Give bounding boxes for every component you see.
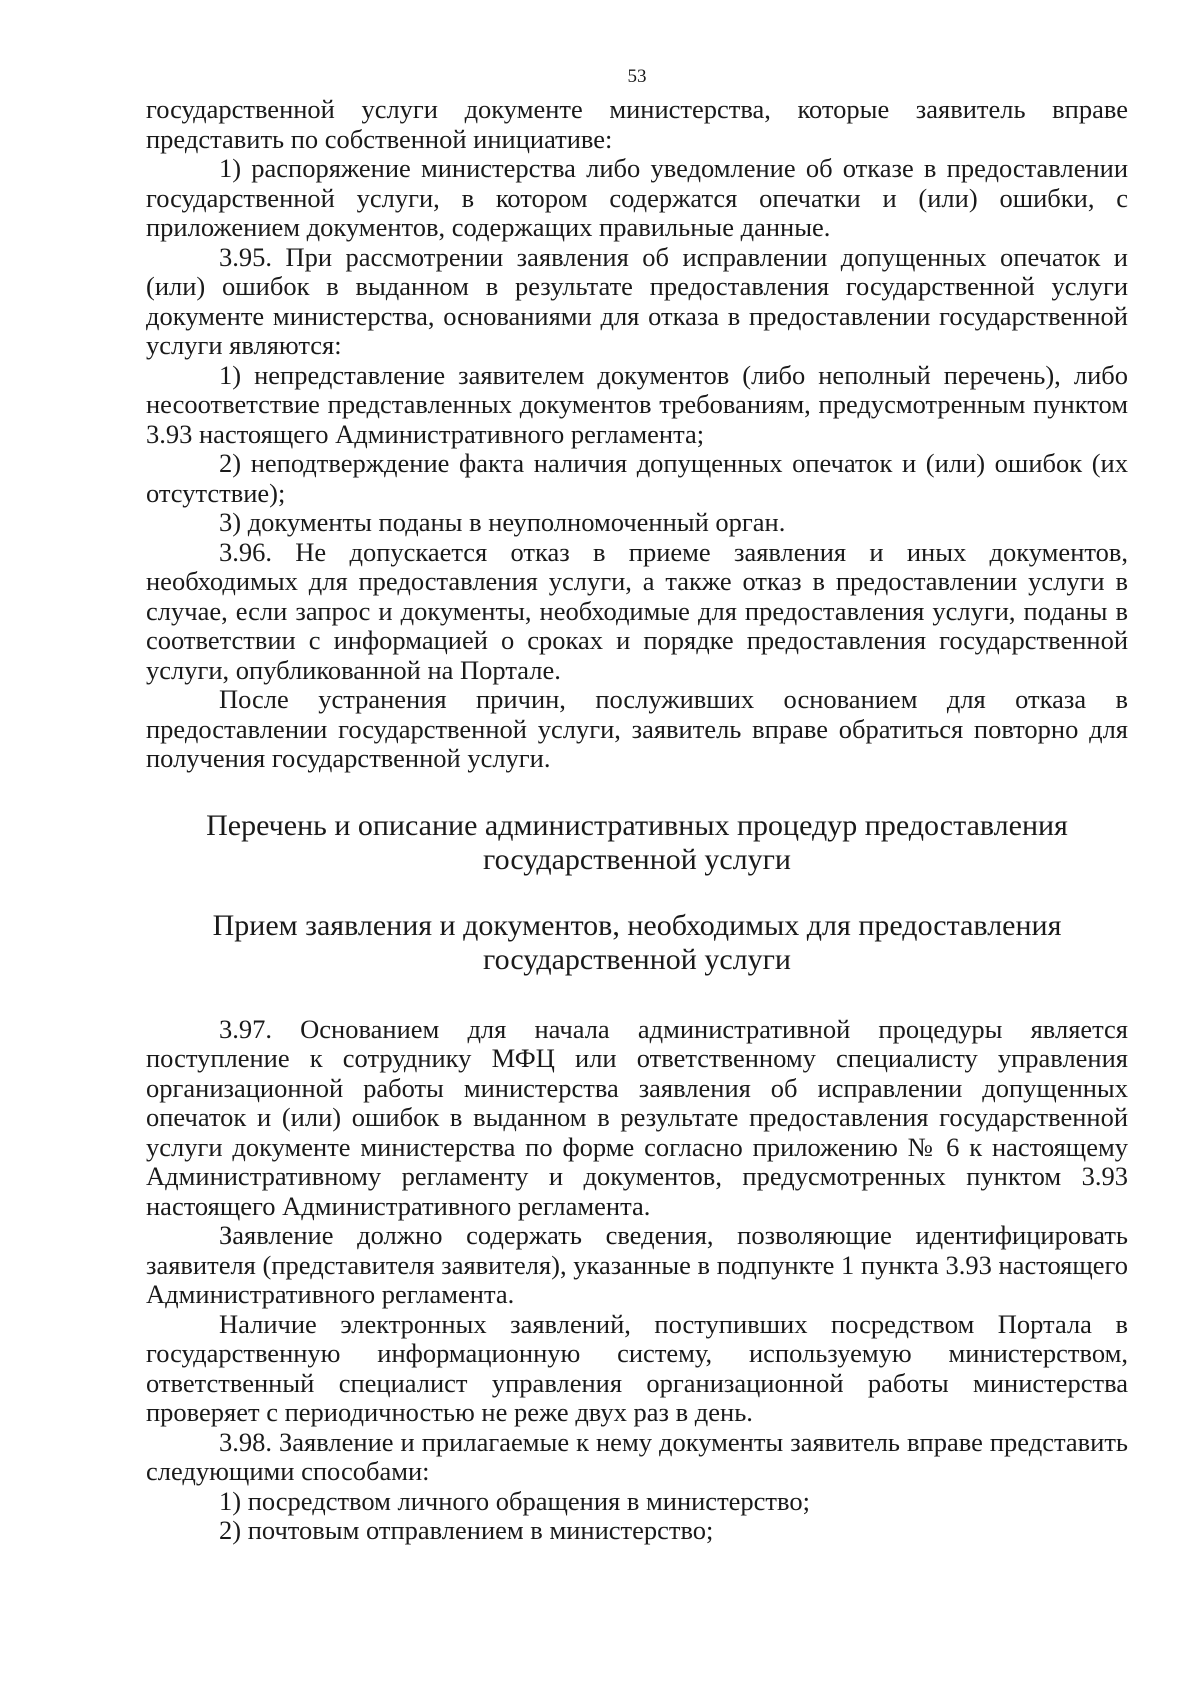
paragraph-3-96: 3.96. Не допускается отказ в приеме заявления и иных документов, необходимых для предоставления услуги, а также отказ в предоставлении услуги в случае, если запрос и документы, необходимые для предоставления услуги, поданы в соответствии с информацией о сроках и порядке предоставления государственной услуги, опубликованной на Портале. [146,536,1128,685]
paragraph-3-98: 3.98. Заявление и прилагаемые к нему документы заявитель вправе представить следующими способами: [146,1426,1128,1486]
paragraph-method-1: 1) посредством личного обращения в министерство; [219,1485,810,1516]
paragraph-electronic-applications: Наличие электронных заявлений, поступивших посредством Портала в государственную информационную систему, используемую министерством, ответственный специалист управления организационной работы министерства проверяет с периодичностью не реже двух раз в день. [146,1308,1128,1427]
page-number: 53 [627,66,647,87]
section-heading-reception-line1: Прием заявления и документов, необходимых для предоставления [212,908,1062,942]
section-heading-procedures [146,809,1128,877]
section-heading-procedures-line2: государственной услуги [483,842,791,876]
paragraph-application-content: Заявление должно содержать сведения, позволяющие идентифицировать заявителя (представителя заявителя), указанные в подпункте 1 пункта 3.93 настоящего Административного регламента. [146,1220,1128,1309]
section-heading-reception-line2: государственной услуги [483,942,791,976]
paragraph-reason-2: 2) неподтверждение факта наличия допущенных опечаток и (или) ошибок (их отсутствие); [146,448,1128,508]
paragraph-reason-1: 1) непредставление заявителем документов (либо неполный перечень), либо несоответствие представленных документов требованиям, предусмотренным пунктом 3.93 настоящего Административного регламента; [146,359,1128,449]
paragraph-3-97: 3.97. Основанием для начала административной процедуры является поступление к сотруднику МФЦ или ответственному специалисту управления организационной работы министерства заявления об исправлении допущенных опечаток и (или) ошибок в выданном в результате предоставления государственной услуги документе министерства по форме согласно приложению № 6 к настоящему Административному регламенту и документов, предусмотренных пунктом 3.93 настоящего Административного регламента. [146,1013,1128,1221]
paragraph-after-elimination: После устранения причин, послуживших основанием для отказа в предоставлении государственной услуги, заявитель вправе обратиться повторно для получения государственной услуги. [146,684,1128,773]
section-heading-reception [146,909,1128,977]
paragraph-item-1: 1) распоряжение министерства либо уведомление об отказе в предоставлении государственной услуги, в котором содержатся опечатки и (или) ошибки, с приложением документов, содержащих правильные данные. [146,153,1128,242]
paragraph-continuation: государственной услуги документе министерства, которые заявитель вправе представить по собственной инициативе: [146,94,1128,154]
document-page [146,66,1128,1546]
section-heading-procedures-line1: Перечень и описание административных процедур предоставления [206,808,1068,842]
paragraph-3-95: 3.95. При рассмотрении заявления об исправлении допущенных опечаток и (или) ошибок в выданном в результате предоставления государственной услуги документе министерства, основаниями для отказа в предоставлении государственной услуги являются: [146,241,1128,360]
paragraph-method-2: 2) почтовым отправлением в министерство; [219,1515,714,1545]
paragraph-reason-3: 3) документы поданы в неуполномоченный орган. [219,507,786,537]
